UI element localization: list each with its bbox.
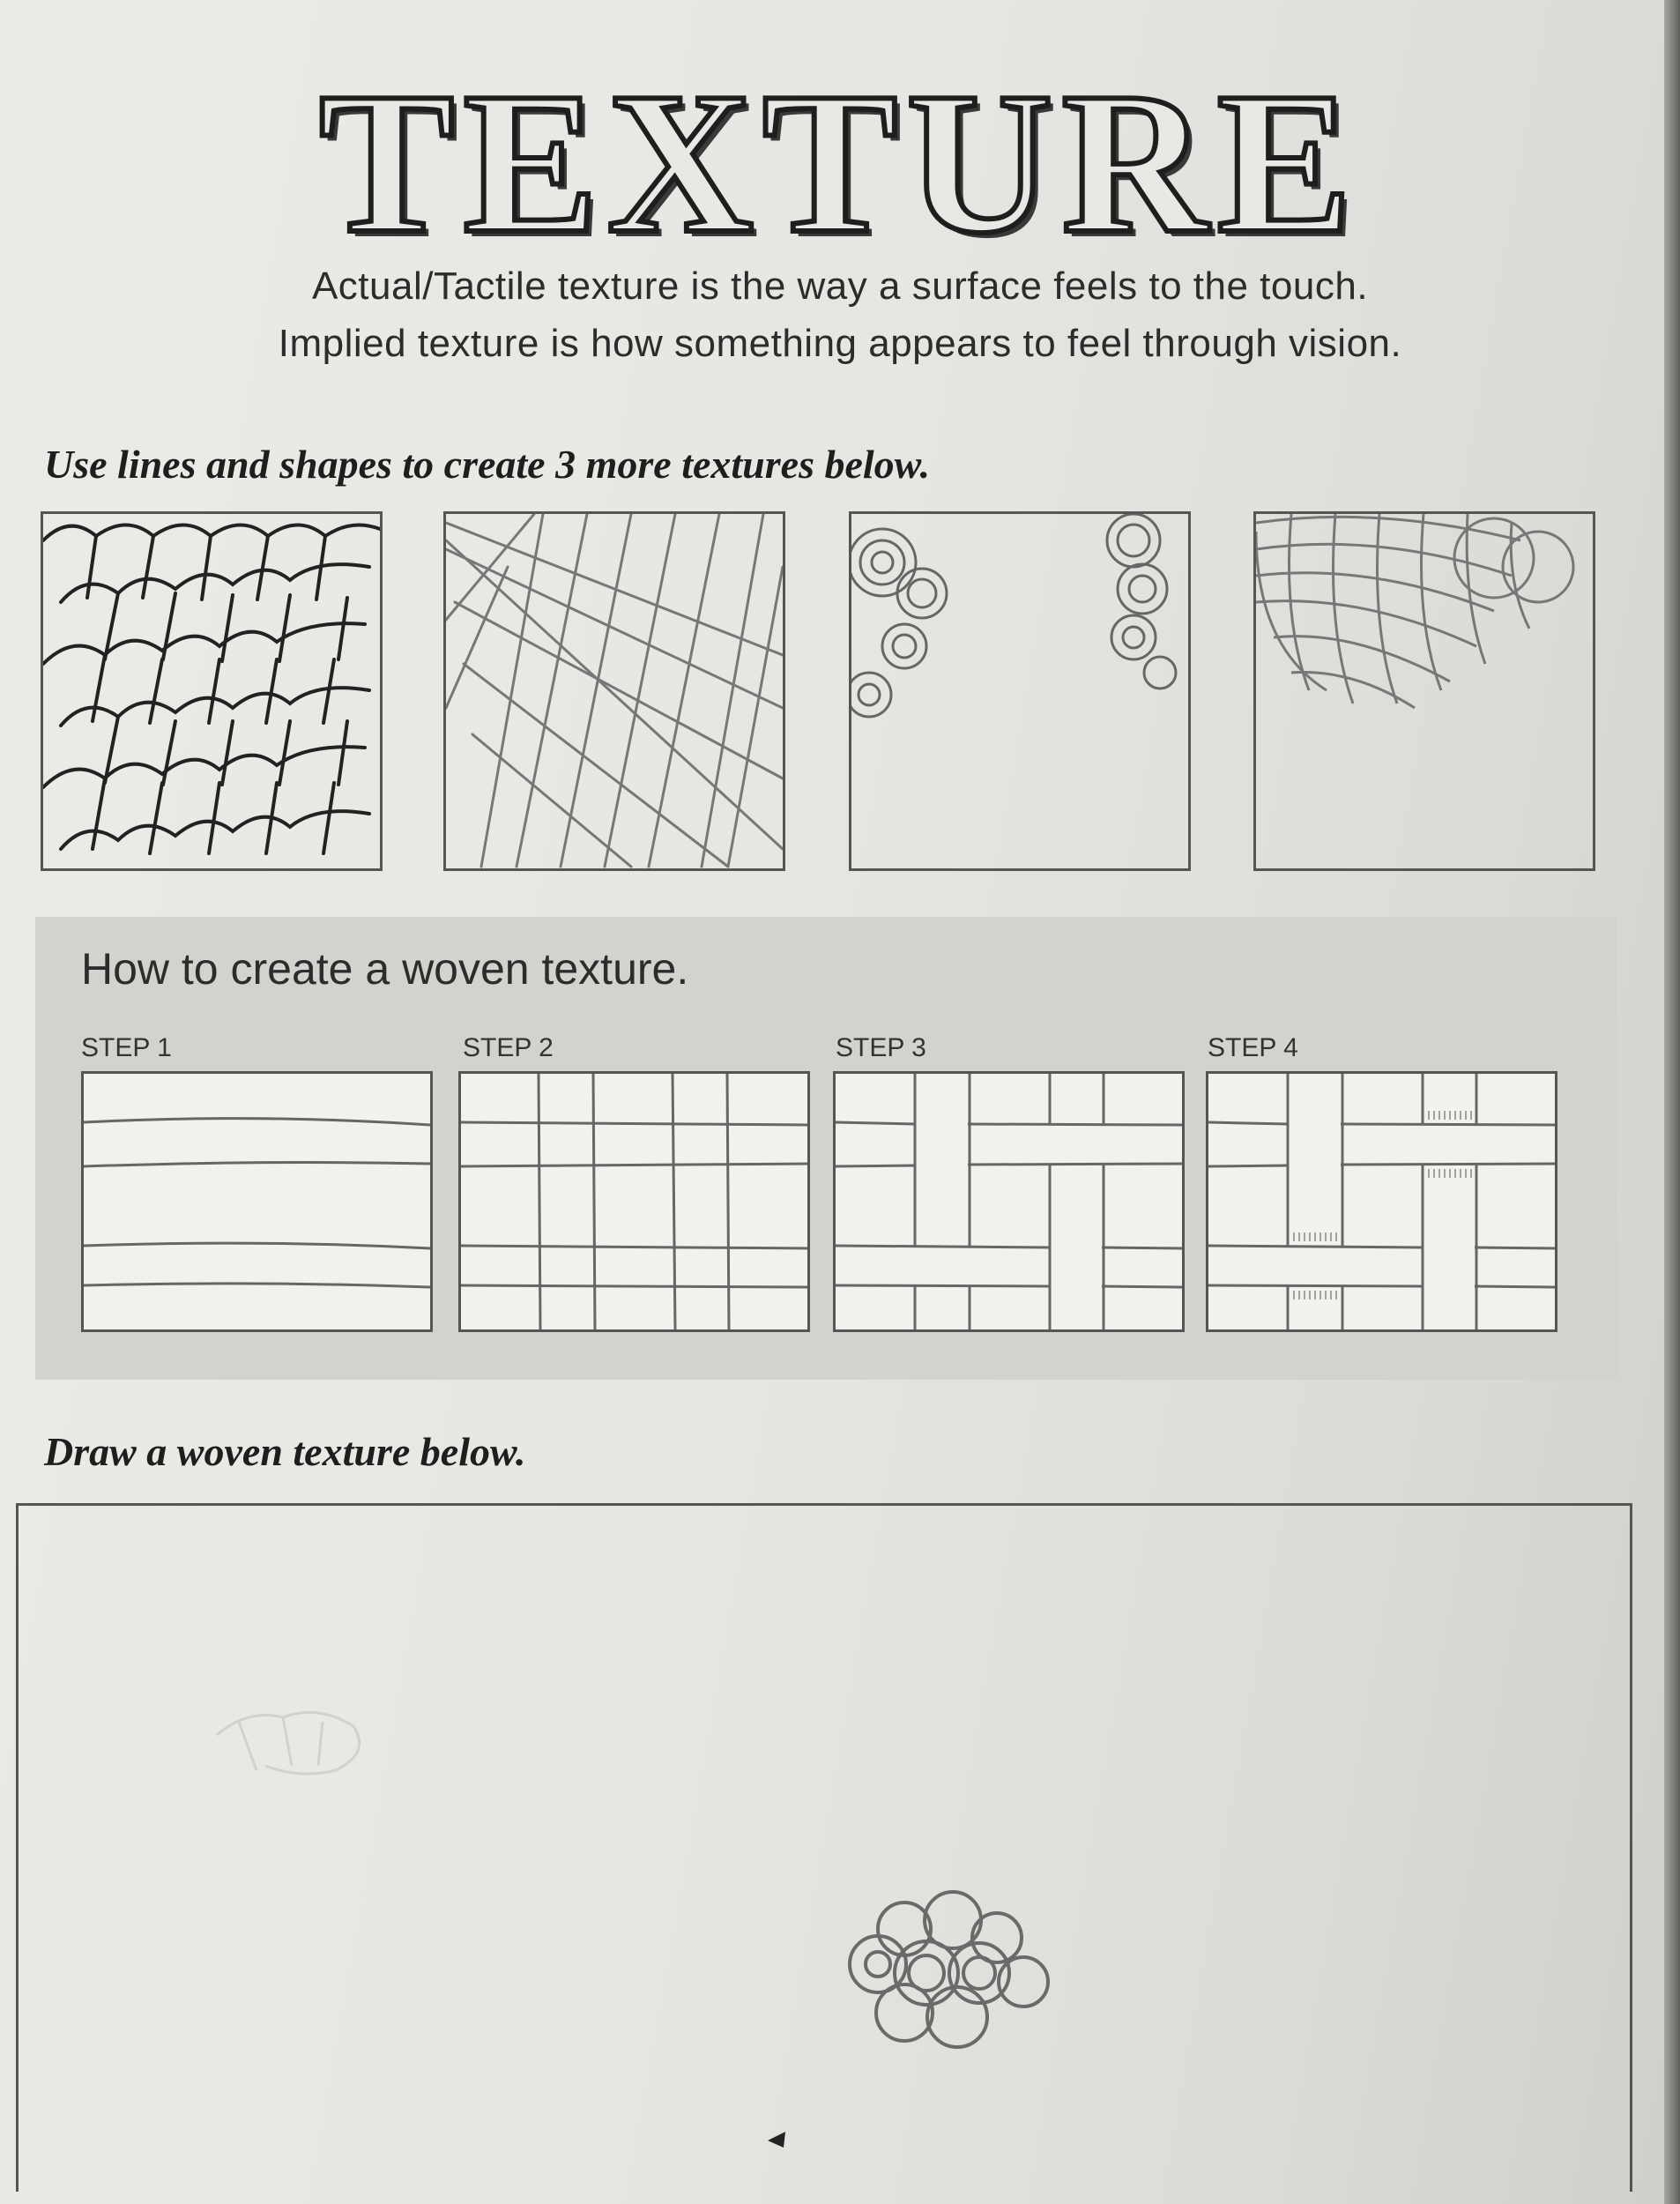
step-1-label: STEP 1 [81, 1033, 172, 1062]
step-4-diagram [1206, 1071, 1557, 1332]
student-sketch [19, 1506, 1630, 2192]
implied-texture-definition: Implied texture is how something appears to feel through vision. [278, 322, 1402, 365]
woven-texture-panel [35, 917, 1617, 1380]
step-4-weave-shaded [1208, 1074, 1555, 1329]
step-2-diagram [458, 1071, 810, 1332]
swirl-drawing [851, 514, 1188, 868]
worksheet-title: TEXTURE [319, 50, 1361, 275]
step-3-weave [836, 1074, 1182, 1329]
woven-drawing-area [16, 1503, 1632, 2192]
woven-heading: How to create a woven texture. [81, 944, 689, 994]
texture-instruction: Use lines and shapes to create 3 more textures below. [44, 442, 931, 487]
step-1-diagram [81, 1071, 433, 1332]
draw-instruction: Draw a woven texture below. [44, 1429, 526, 1474]
step-1-lines [84, 1074, 430, 1329]
actual-texture-definition: Actual/Tactile texture is the way a surface feels to the touch. [311, 264, 1369, 308]
step-4-label: STEP 4 [1208, 1033, 1298, 1062]
step-3-diagram [833, 1071, 1185, 1332]
step-2-label: STEP 2 [463, 1033, 554, 1062]
step-2-grid [461, 1074, 807, 1329]
scales-pattern-drawing [43, 514, 380, 868]
texture-box-lines [443, 511, 785, 871]
texture-box-grid [1253, 511, 1595, 871]
grid-curve-drawing [1256, 514, 1593, 868]
step-3-label: STEP 3 [836, 1033, 926, 1062]
crossing-lines-drawing [446, 514, 783, 868]
texture-box-swirls [849, 511, 1191, 871]
texture-box-scales [41, 511, 383, 871]
